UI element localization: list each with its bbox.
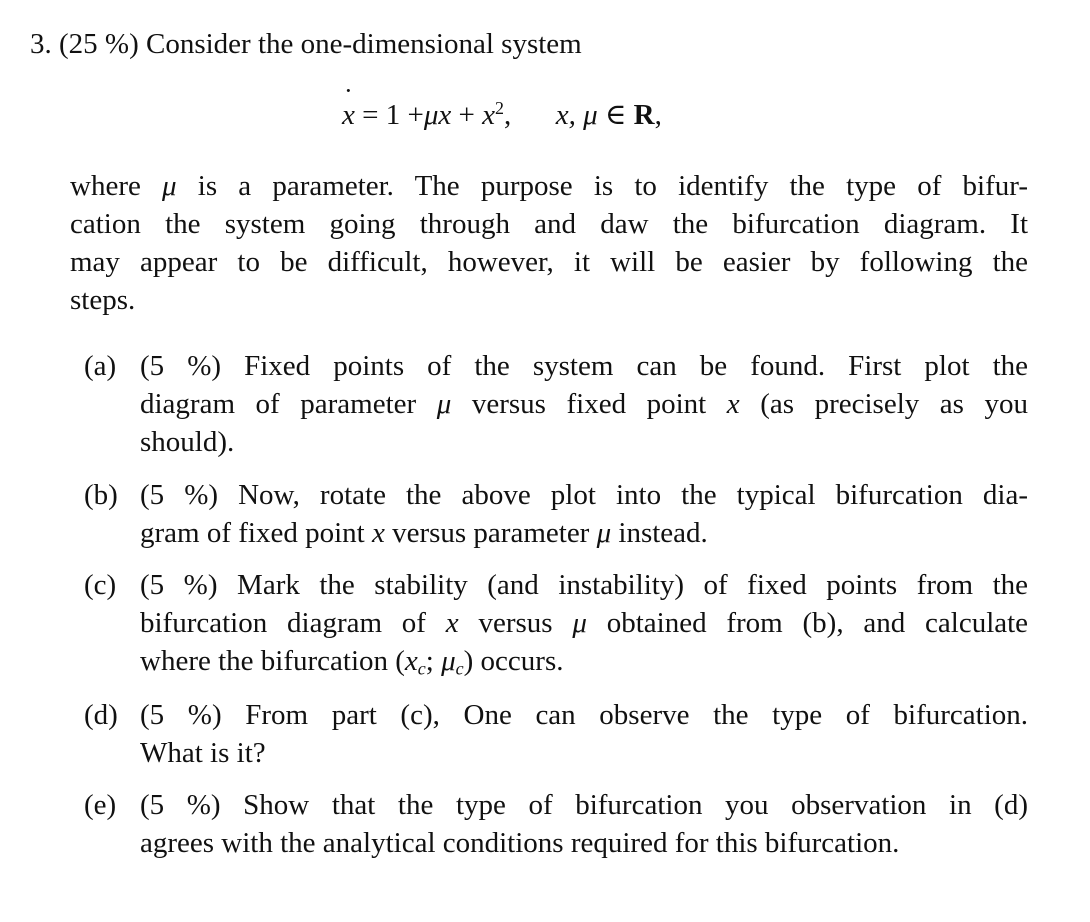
eq-in: ∈ [604,99,627,131]
paragraph-line-1: where μ is a parameter. The purpose is to identify the type of bifur- [70,170,1029,202]
part-d-label: (d) [84,699,118,731]
part-d-line-2: What is it? [140,737,266,769]
part-c-line-2: bifurcation diagram of x versus μ obtained from (b), and calculate [140,607,1029,639]
eq-reals: R [633,99,655,131]
part-b-line-2: gram of fixed point x versus parameter μ instead. [140,517,708,549]
paragraph-line-3: may appear to be difficult, however, it will be easier by following the [70,246,1028,278]
part-e-line-1: (5 %) Show that the type of bifurcation you observation in (d) [140,789,1028,821]
eq-xdot: ˙ x [342,101,355,130]
eq-exponent: 2 [495,98,504,119]
part-d-line-1: (5 %) From part (c), One can observe the type of bifurcation. [140,699,1029,731]
part-b-label: (b) [84,479,118,511]
problem-number: 3. [30,28,52,60]
part-d-weight: (5 %) [140,699,222,731]
problem-intro: Consider the one-dimensional system [145,28,582,60]
problem-weight: (25 %) [59,28,139,60]
eq-x2: x [482,99,496,131]
eq-comma: , [504,99,512,131]
part-a-line-3: should). [140,426,235,458]
part-e-weight: (5 %) [140,789,221,821]
part-a-weight: (5 %) [140,350,222,382]
eq-domain-x: x, [555,99,576,131]
problem-heading [30,30,582,59]
part-a-label: (a) [84,350,117,382]
part-c-weight: (5 %) [140,569,218,601]
eq-domain-mu: μ [583,99,598,131]
eq-end: , [654,99,662,131]
eq-equals: = [362,99,379,131]
eq-mu: μ [423,99,439,131]
part-e-line-2: agrees with the analytical conditions required for this bifurcation. [140,827,900,859]
display-equation [342,98,662,131]
paragraph-line-2: cation the system going through and daw the bifurcation diagram. It [70,208,1028,240]
part-b-weight: (5 %) [140,479,219,511]
part-e-label: (e) [84,789,117,821]
part-c-label: (c) [84,569,117,601]
eq-x: x [438,99,452,131]
part-b-line-1: (5 %) Now, rotate the above plot into the typical bifurcation dia- [140,479,1028,511]
part-a-line-2: diagram of parameter μ versus fixed point x (as precisely as you [140,388,1028,420]
part-c-line-1: (5 %) Mark the stability (and instability) of fixed points from the [140,569,1029,601]
eq-plus: + [458,99,475,131]
part-c-line-3: where the bifurcation ($x_c$; $\mu_c$) occurs. [140,645,564,679]
paragraph-line-4: steps. [70,284,136,316]
part-a-line-1: (5 %) Fixed points of the system can be found. First plot the [140,350,1028,382]
eq-one-plus: 1 + [385,99,424,131]
